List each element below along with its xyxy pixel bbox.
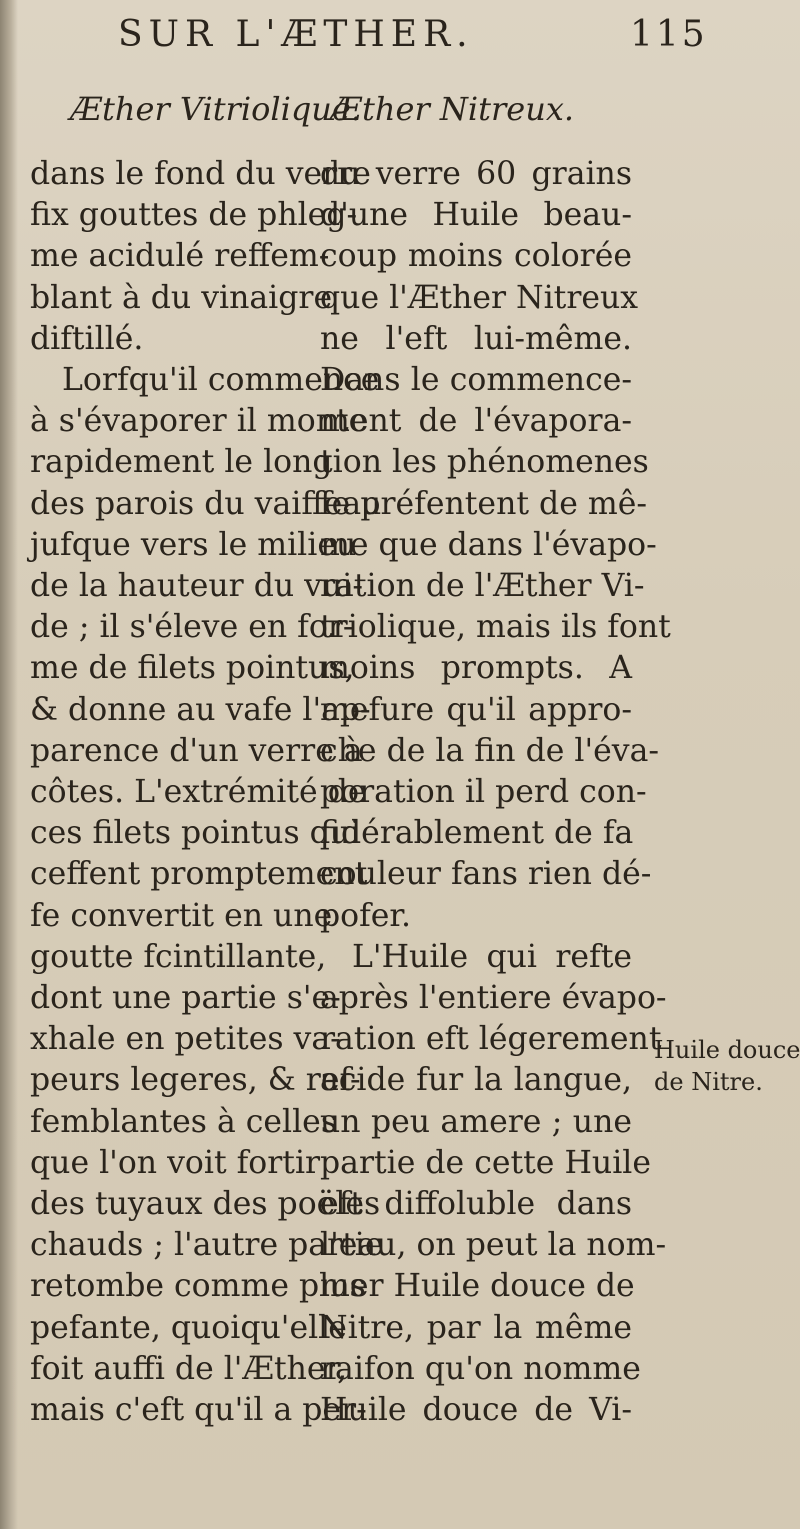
text-line: fe convertit en une xyxy=(30,897,333,934)
text-line: Dans le commence- xyxy=(320,362,632,399)
text-line: L'Huile qui refte xyxy=(352,938,632,975)
text-line: me que dans l'évapo- xyxy=(320,526,657,563)
text-line: Huile douce de Vi- xyxy=(320,1392,632,1429)
margin-note xyxy=(654,1034,800,1098)
text-line: à s'évaporer il monte xyxy=(30,403,368,440)
page-number: 115 xyxy=(630,14,708,55)
text-line: des parois du vaiffeau xyxy=(30,485,382,522)
text-line: retombe comme plus xyxy=(30,1268,366,1305)
left-column-title: Æther Vitriolique. xyxy=(70,90,362,128)
text-line: goutte fcintillante, xyxy=(30,938,327,975)
text-line: dans le fond du verre xyxy=(30,156,371,192)
text-line: de la hauteur du vui- xyxy=(30,568,363,605)
text-line: triolique, mais ils font xyxy=(320,609,671,646)
text-line: dont une partie s'e- xyxy=(30,980,341,1017)
text-line: femblantes à celles xyxy=(30,1103,337,1140)
text-line: Nitre, par la même xyxy=(320,1309,632,1346)
text-line: tion les phénomenes xyxy=(320,444,649,481)
text-line: ceffent promptement xyxy=(30,856,368,893)
text-line: ration de l'Æther Vi- xyxy=(320,568,645,605)
text-line: fe préfentent de mê- xyxy=(320,485,647,522)
text-line: me acidulé reffem- xyxy=(30,238,330,275)
text-line: che de la fin de l'éva- xyxy=(320,732,659,769)
running-head: SUR L'ÆTHER. xyxy=(118,14,474,55)
text-line: foit auffi de l'Æther, xyxy=(30,1350,348,1387)
text-line: des tuyaux des poëles xyxy=(30,1186,381,1223)
text-line: eft diffoluble dans xyxy=(320,1186,632,1223)
text-line: mer Huile douce de xyxy=(320,1268,635,1305)
text-line: & donne au vafe l'ap- xyxy=(30,691,371,728)
text-line: Lorfqu'il commence xyxy=(62,362,380,399)
right-column-text xyxy=(320,154,671,1431)
text-line: blant à du vinaigre xyxy=(30,279,333,316)
text-line: ration eft légerement xyxy=(320,1021,662,1058)
text-line: acide fur la langue, xyxy=(320,1062,632,1099)
text-line: poration il perd con- xyxy=(320,774,647,811)
text-line: un peu amere ; une xyxy=(320,1103,632,1140)
text-line: moins prompts. A xyxy=(320,650,632,687)
text-line: mais c'eft qu'il a per- xyxy=(30,1392,367,1429)
text-line: parence d'un verre à xyxy=(30,732,363,769)
text-line: peurs legeres, & ref- xyxy=(30,1062,361,1099)
margin-note-line: Huile douce xyxy=(654,1036,800,1064)
text-line: raifon qu'on nomme xyxy=(320,1350,641,1387)
text-line: partie de cette Huile xyxy=(320,1144,652,1181)
text-line: côtes. L'extrémité de xyxy=(30,774,367,811)
text-line: ment de l'évapora- xyxy=(320,403,632,440)
text-line: pefante, quoiqu'elle xyxy=(30,1309,347,1346)
text-line: mefure qu'il appro- xyxy=(320,691,632,728)
text-line: coup moins colorée xyxy=(320,238,632,275)
margin-note-line: de Nitre. xyxy=(654,1068,763,1096)
text-line: jufque vers le milieu xyxy=(30,526,357,563)
text-line: couleur fans rien dé- xyxy=(320,856,652,893)
text-line: me de filets pointus, xyxy=(30,650,355,687)
text-line: l'eau, on peut la nom- xyxy=(320,1227,667,1264)
text-line: ne l'eft lui-même. xyxy=(320,320,632,357)
text-line: du verre 60 grains xyxy=(320,156,632,192)
text-line: diftillé. xyxy=(30,320,144,357)
text-line: que l'Æther Nitreux xyxy=(320,279,639,316)
text-line: fix gouttes de phleg- xyxy=(30,197,358,234)
text-line: ces filets pointus qui xyxy=(30,815,361,852)
right-column-title: Æther Nitreux. xyxy=(330,90,575,128)
text-line: d'une Huile beau- xyxy=(320,197,632,234)
text-line: chauds ; l'autre partie xyxy=(30,1227,384,1264)
text-line: pofer. xyxy=(320,897,412,934)
page-gutter xyxy=(0,0,18,1529)
text-line: après l'entiere évapo- xyxy=(320,980,667,1017)
text-line: xhale en petites va- xyxy=(30,1021,341,1058)
text-line: que l'on voit fortir xyxy=(30,1144,321,1181)
text-line: rapidement le long xyxy=(30,444,333,481)
text-line: de ; il s'éleve en for- xyxy=(30,609,354,646)
text-line: fidérablement de fa xyxy=(320,815,634,852)
